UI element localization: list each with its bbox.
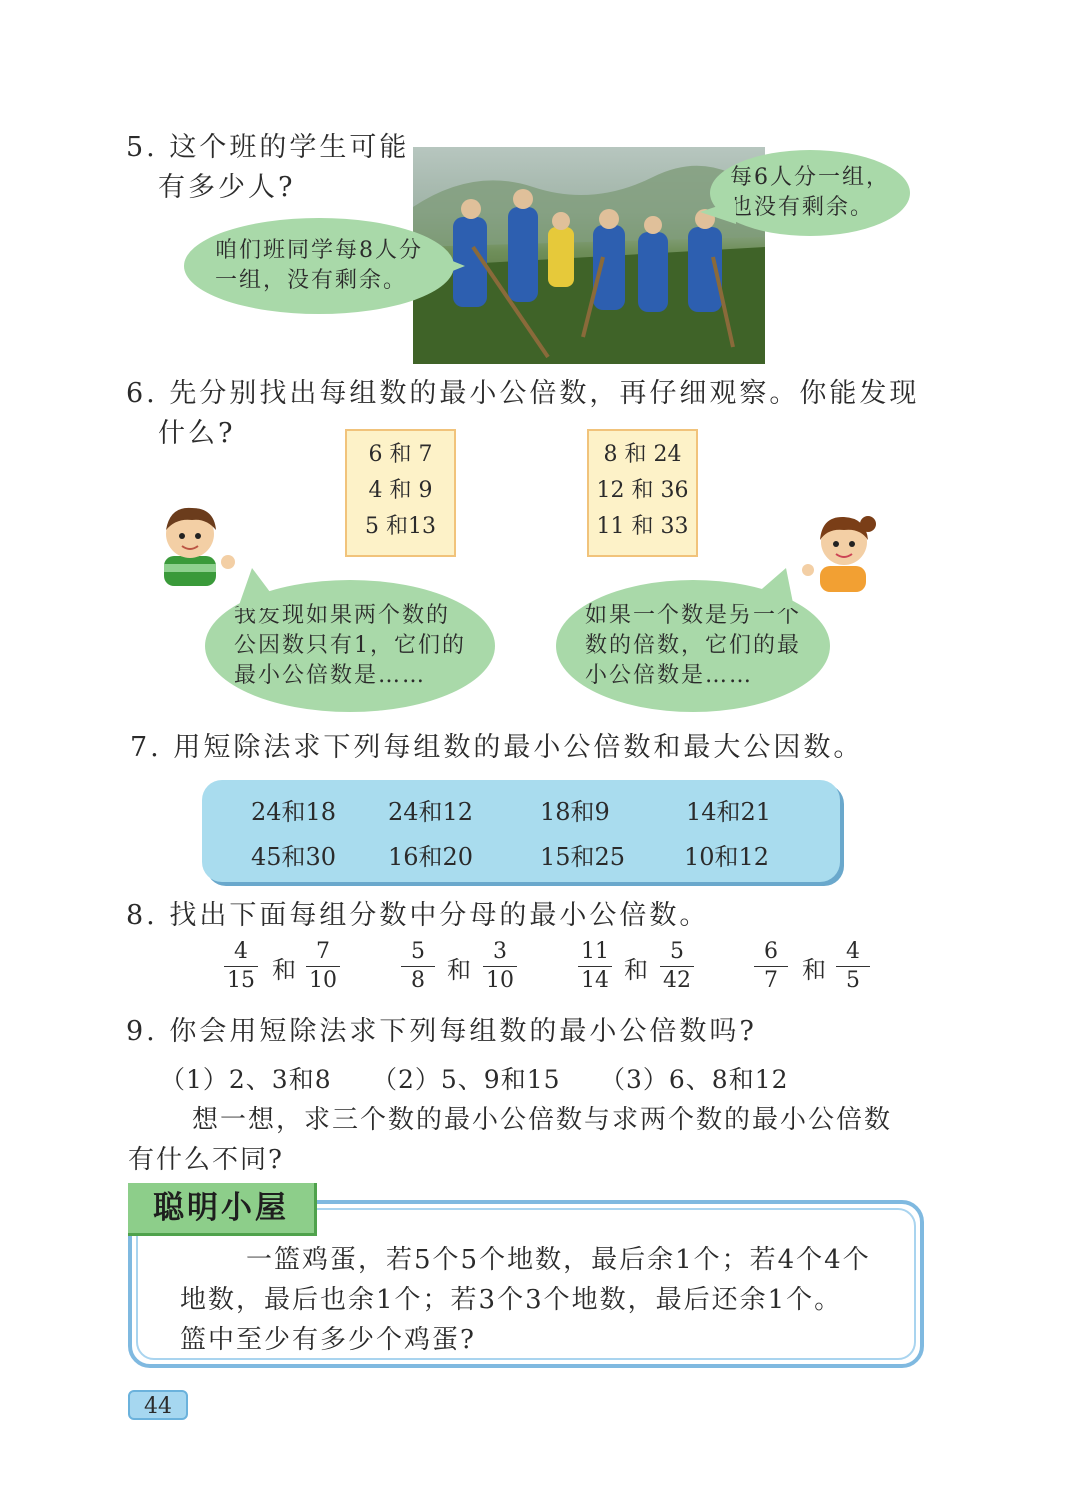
q7-pair: 14和21: [686, 798, 772, 826]
q9-think-line1: 想一想，求三个数的最小公倍数与求两个数的最小公倍数: [192, 1105, 893, 1135]
fraction: 5 8: [401, 940, 435, 993]
q7-pair: 18和9: [540, 798, 610, 826]
q6-line1: 6. 先分别找出每组数的最小公倍数，再仔细观察。你能发现: [126, 378, 920, 409]
page-number: 44: [128, 1390, 188, 1420]
q7-pair: 10和12: [684, 843, 770, 871]
q7-pair: 45和30: [251, 843, 337, 871]
bubble-tail: [740, 568, 794, 608]
students-planting-photo: [413, 147, 765, 364]
number-pair: 5 和13: [365, 514, 436, 539]
number-pairs-box-right: [587, 429, 698, 557]
fraction: 4 5: [836, 940, 870, 993]
bubble-text: 最小公倍数是……: [234, 663, 427, 688]
bubble-tail: [238, 568, 282, 608]
q9-item: （2）5、9和15: [372, 1065, 561, 1094]
number-pair: 11 和 33: [596, 514, 689, 539]
q9-item: （1）2、3和8: [160, 1065, 332, 1094]
connector-and: 和: [624, 956, 648, 984]
q7-pair: 16和20: [388, 843, 474, 871]
bubble-text: 也没有剩余。: [730, 195, 875, 220]
fraction: 5 42: [660, 940, 694, 993]
bubble-text: 公因数只有1，它们的: [234, 633, 466, 658]
bubble-text: 如果一个数是另一个: [584, 603, 801, 628]
connector-and: 和: [802, 956, 826, 984]
boy-illustration: [158, 500, 240, 590]
q7-pair: 15和25: [540, 843, 626, 871]
smart-line2: 地数，最后也余1个；若3个3个地数，最后还余1个。: [180, 1285, 843, 1315]
bubble-text: 小公倍数是……: [584, 663, 753, 688]
q5-line1: 5. 这个班的学生可能: [126, 132, 410, 163]
bubble-text: 数的倍数，它们的最: [584, 633, 801, 658]
bubble-tail: [425, 250, 465, 282]
q6-line2: 什么?: [158, 418, 236, 449]
bubble-text: 我发现如果两个数的: [234, 603, 451, 628]
q7-pair: 24和12: [388, 798, 474, 826]
smart-line3: 篮中至少有多少个鸡蛋?: [180, 1325, 476, 1355]
fraction: 4 15: [224, 940, 258, 993]
q8-text: 8. 找出下面每组分数中分母的最小公倍数。: [126, 900, 710, 931]
speech-bubble-6-per-group: [710, 150, 910, 236]
connector-and: 和: [272, 956, 296, 984]
q9-think-line2: 有什么不同?: [128, 1145, 284, 1175]
fraction: 11 14: [578, 940, 612, 993]
fraction: 7 10: [306, 940, 340, 993]
fraction: 3 10: [483, 940, 517, 993]
smart-line1: 一篮鸡蛋，若5个5个地数，最后余1个；若4个4个: [246, 1245, 871, 1275]
q5-line2: 有多少人?: [158, 172, 296, 203]
fraction: 6 7: [754, 940, 788, 993]
number-pair: 12 和 36: [596, 478, 689, 503]
number-pairs-box-left: [345, 429, 456, 557]
smart-corner-title: 聪明小屋: [128, 1183, 317, 1236]
girl-illustration: [798, 508, 882, 596]
bubble-text: 一组，没有剩余。: [215, 268, 408, 293]
connector-and: 和: [447, 956, 471, 984]
q9-item: （3）6、8和12: [600, 1065, 789, 1094]
number-pair: 6 和 7: [368, 442, 433, 467]
speech-bubble-8-per-group: [184, 218, 454, 314]
bubble-text: 每6人分一组，: [730, 165, 890, 190]
number-pair: 4 和 9: [368, 478, 433, 503]
q9-text: 9. 你会用短除法求下列每组数的最小公倍数吗?: [126, 1016, 757, 1047]
bubble-text: 咱们班同学每8人分: [215, 238, 423, 263]
bubble-tail: [700, 200, 736, 224]
q7-pair: 24和18: [251, 798, 337, 826]
q7-text: 7. 用短除法求下列每组数的最小公倍数和最大公因数。: [130, 732, 864, 763]
number-pair: 8 和 24: [603, 442, 682, 467]
